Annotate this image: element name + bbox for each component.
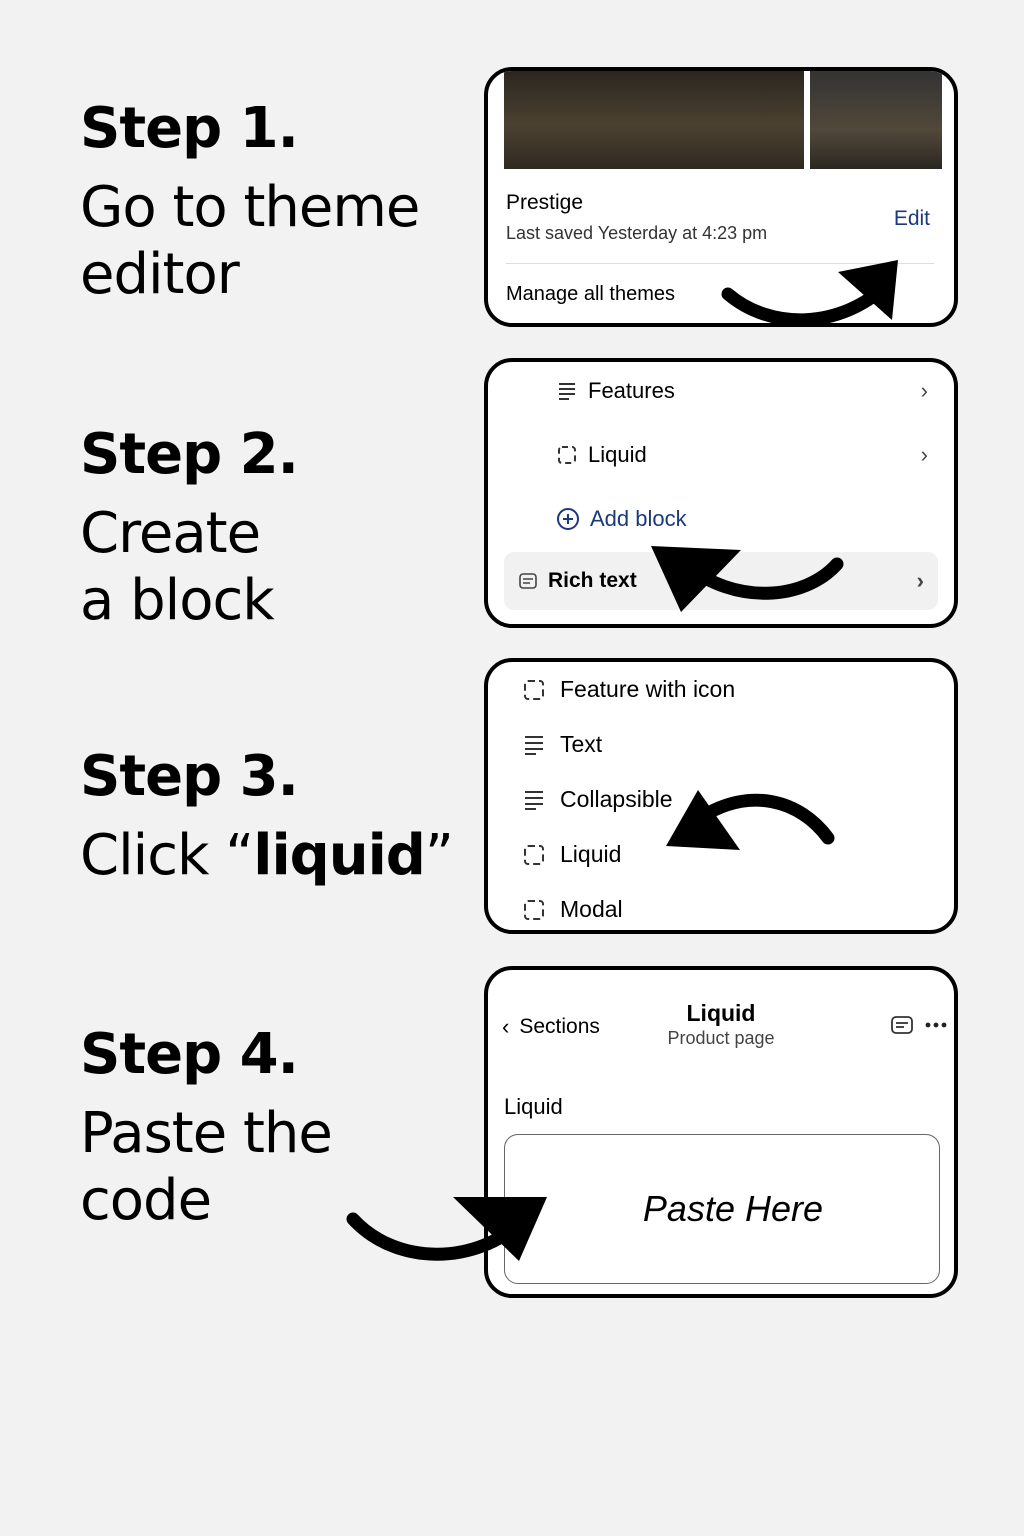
arrow-to-liquid-option-icon [660, 780, 840, 860]
chevron-left-icon: ‹ [502, 1014, 510, 1039]
paste-here-placeholder: Paste Here [642, 1188, 823, 1229]
block-option-modal[interactable] [522, 896, 623, 923]
plus-circle-icon [556, 507, 580, 531]
section-icon[interactable] [890, 1014, 914, 1036]
block-option-label: Feature with icon [560, 676, 736, 702]
chevron-right-icon: › [920, 442, 928, 467]
text-lines-icon [556, 380, 578, 402]
block-option-label: Collapsible [560, 786, 673, 812]
dashed-square-icon [522, 898, 546, 922]
block-option-label: Text [560, 731, 603, 757]
more-options-icon[interactable] [924, 1021, 948, 1029]
step-4-title: Step 4. [80, 1022, 298, 1087]
block-option-label: Liquid [560, 841, 622, 867]
step-3 [80, 746, 470, 889]
step-3-desc [80, 822, 470, 889]
step-2-title: Step 2. [80, 422, 298, 487]
back-label: Sections [519, 1015, 600, 1038]
text-lines-icon [522, 788, 546, 812]
block-item-liquid[interactable] [556, 442, 928, 468]
step-1-desc-line1: Go to theme [80, 174, 420, 240]
panel-subtitle: Product page [667, 1028, 775, 1048]
step-2-desc-line2: a block [80, 567, 274, 633]
block-option-text[interactable] [522, 731, 602, 758]
liquid-field-label: Liquid [504, 1094, 563, 1119]
liquid-code-input[interactable] [504, 1134, 940, 1284]
arrow-to-paste-box-icon [345, 1185, 555, 1275]
step-1 [80, 98, 470, 308]
chevron-right-icon: › [916, 568, 924, 593]
add-block-button[interactable] [556, 506, 928, 532]
block-option-feature-with-icon[interactable] [522, 676, 735, 703]
block-item-label: Liquid [588, 442, 647, 467]
last-saved-text: Last saved Yesterday at 4:23 pm [506, 223, 768, 243]
step-3-desc-prefix: Click “ [80, 822, 254, 888]
panel-title: Liquid [686, 1000, 756, 1026]
add-block-label: Add block [590, 506, 687, 531]
step-1-title: Step 1. [80, 96, 298, 161]
step-2 [80, 424, 470, 634]
step-3-desc-suffix: ” [424, 822, 453, 888]
block-item-label: Features [588, 378, 675, 403]
section-icon [518, 571, 538, 591]
block-option-collapsible[interactable] [522, 786, 673, 813]
block-option-liquid[interactable] [522, 841, 621, 868]
edit-theme-button[interactable]: Edit [893, 207, 930, 230]
liquid-editor-card [484, 966, 958, 1298]
block-item-features[interactable] [556, 378, 928, 404]
theme-name: Prestige [506, 191, 584, 214]
block-option-label: Modal [560, 896, 623, 922]
manage-all-themes-link[interactable]: Manage all themes [506, 283, 675, 305]
rich-text-label: Rich text [548, 569, 637, 592]
step-4-desc-line1: Paste the [80, 1100, 332, 1166]
step-4-desc-line2: code [80, 1167, 212, 1233]
text-lines-icon [522, 733, 546, 757]
dashed-square-icon [522, 678, 546, 702]
theme-preview-image-side [810, 71, 942, 169]
chevron-right-icon: › [920, 378, 928, 403]
arrow-to-edit-icon [720, 250, 930, 340]
step-3-desc-bold: liquid [253, 822, 425, 888]
dashed-square-icon [556, 444, 578, 466]
theme-preview-image-main [504, 71, 804, 169]
arrow-to-add-block-icon [645, 540, 845, 620]
step-3-title: Step 3. [80, 744, 298, 809]
step-2-desc-line1: Create [80, 500, 261, 566]
step-1-desc-line2: editor [80, 241, 239, 307]
header-actions [890, 1014, 948, 1036]
dashed-square-icon [522, 843, 546, 867]
